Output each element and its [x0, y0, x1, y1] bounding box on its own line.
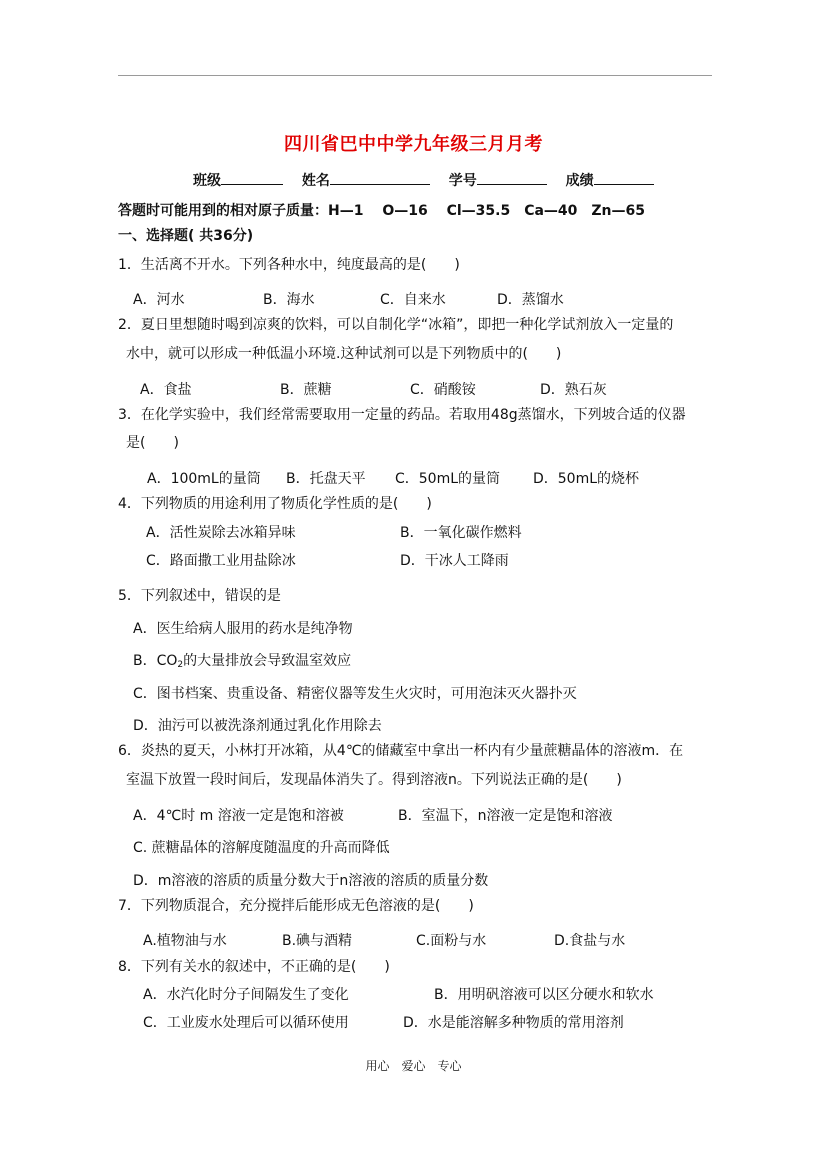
question-7-option-a: A.植物油与水 [143, 933, 227, 949]
question-3-option-a: A．100mL的量筒 [147, 471, 261, 487]
class-blank [221, 172, 283, 185]
question-3-option-b: B．托盘天平 [286, 471, 366, 487]
question-1-option-d: D．蒸馏水 [497, 292, 564, 308]
name-blank [330, 172, 430, 185]
atomic-masses: 答题时可能用到的相对原子质量：H—1 O—16 Cl—35.5 Ca—40 Zn—65 [118, 203, 646, 219]
question-6-option-c: C. 蔗糖晶体的溶解度随温度的升高而降低 [133, 840, 390, 856]
question-3-option-c: C．50mL的量筒 [395, 471, 501, 487]
section-heading: 一、选择题( 共36分) [118, 228, 254, 244]
student-info-row [193, 170, 654, 190]
header-rule [118, 75, 712, 76]
co2-subscript: 2 [177, 660, 184, 670]
question-4-option-d: D．干冰人工降雨 [400, 553, 509, 569]
question-4-stem: 4．下列物质的用途利用了物质化学性质的是( ) [118, 496, 432, 512]
co2-formula: B．CO [133, 653, 178, 669]
name-label: 姓名 [301, 173, 330, 189]
question-6-option-d: D．m溶液的溶质的质量分数大于n溶液的溶质的质量分数 [133, 873, 489, 889]
question-3-option-d: D．50mL的烧杯 [533, 471, 640, 487]
question-2-option-c: C．硝酸铵 [410, 382, 476, 398]
question-7-option-c: C.面粉与水 [416, 933, 487, 949]
question-4-option-a: A．活性炭除去冰箱异味 [146, 525, 296, 541]
score-blank [594, 172, 654, 185]
question-8-option-d: D．水是能溶解多种物质的常用溶剂 [403, 1015, 624, 1031]
question-7-option-b: B.碘与酒精 [282, 933, 353, 949]
question-2-stem-line-2: 水中，就可以形成一种低温小环境.这种试剂可以是下列物质中的( ) [126, 346, 562, 362]
question-8-stem: 8．下列有关水的叙述中，不正确的是( ) [118, 959, 390, 975]
question-3-stem-line-2: 是( ) [126, 435, 179, 451]
score-label: 成绩 [565, 173, 594, 189]
question-6-option-a: A．4℃时 m 溶液一定是饱和溶被 [133, 808, 344, 824]
question-4-option-b: B．一氧化碳作燃料 [400, 525, 522, 541]
question-8-option-a: A．水汽化时分子间隔发生了变化 [143, 987, 349, 1003]
exam-title: 四川省巴中中学九年级三月月考 [284, 134, 543, 155]
number-blank [477, 172, 547, 185]
question-5-option-b-text: 的大量排放会导致温室效应 [183, 653, 352, 669]
question-5-option-d: D．油污可以被洗涤剂通过乳化作用除去 [133, 718, 382, 734]
question-5-option-c: C．图书档案、贵重设备、精密仪器等发生火灾时，可用泡沫灭火器扑灭 [133, 686, 577, 702]
question-1-stem: 1．生活离不开水。下列各种水中，纯度最高的是( ) [118, 257, 460, 273]
question-1-option-c: C．自来水 [380, 292, 446, 308]
question-6-stem-line-1: 6．炎热的夏天，小林打开冰箱，从4℃的储藏室中拿出一杯内有少量蔗糖晶体的溶液m．在 [118, 743, 684, 759]
question-6-option-b: B．室温下，n溶液一定是饱和溶液 [398, 808, 613, 824]
question-2-option-d: D．熟石灰 [540, 382, 607, 398]
question-2-stem-line-1: 2．夏日里想随时喝到凉爽的饮料，可以自制化学“冰箱”，即把一种化学试剂放入一定量的 [118, 317, 674, 333]
question-7-stem: 7．下列物质混合，充分搅拌后能形成无色溶液的是( ) [118, 898, 474, 914]
question-4-option-c: C．路面撒工业用盐除冰 [146, 553, 296, 569]
class-label: 班级 [193, 173, 221, 189]
question-2-option-b: B．蔗糖 [280, 382, 332, 398]
question-8-option-c: C．工业废水处理后可以循环使用 [143, 1015, 349, 1031]
page-footer: 用心 爱心 专心 [365, 1059, 462, 1073]
question-2-option-a: A．食盐 [140, 382, 192, 398]
number-label: 学号 [448, 173, 477, 189]
question-5-stem: 5．下列叙述中，错误的是 [118, 588, 281, 604]
question-6-stem-line-2: 室温下放置一段时间后，发现晶体消失了。得到溶液n。下列说法正确的是( ) [126, 772, 622, 788]
question-5-option-b [133, 652, 351, 674]
question-7-option-d: D.食盐与水 [554, 933, 626, 949]
question-1-option-b: B．海水 [263, 292, 315, 308]
question-1-option-a: A．河水 [133, 292, 185, 308]
question-3-stem-line-1: 3．在化学实验中，我们经常需要取用一定量的药品。若取用48g蒸馏水，下列坡合适的仪器 [118, 407, 686, 423]
question-8-option-b: B．用明矾溶液可以区分硬水和软水 [434, 987, 654, 1003]
question-5-option-a: A．医生给病人服用的药水是纯净物 [133, 621, 353, 637]
